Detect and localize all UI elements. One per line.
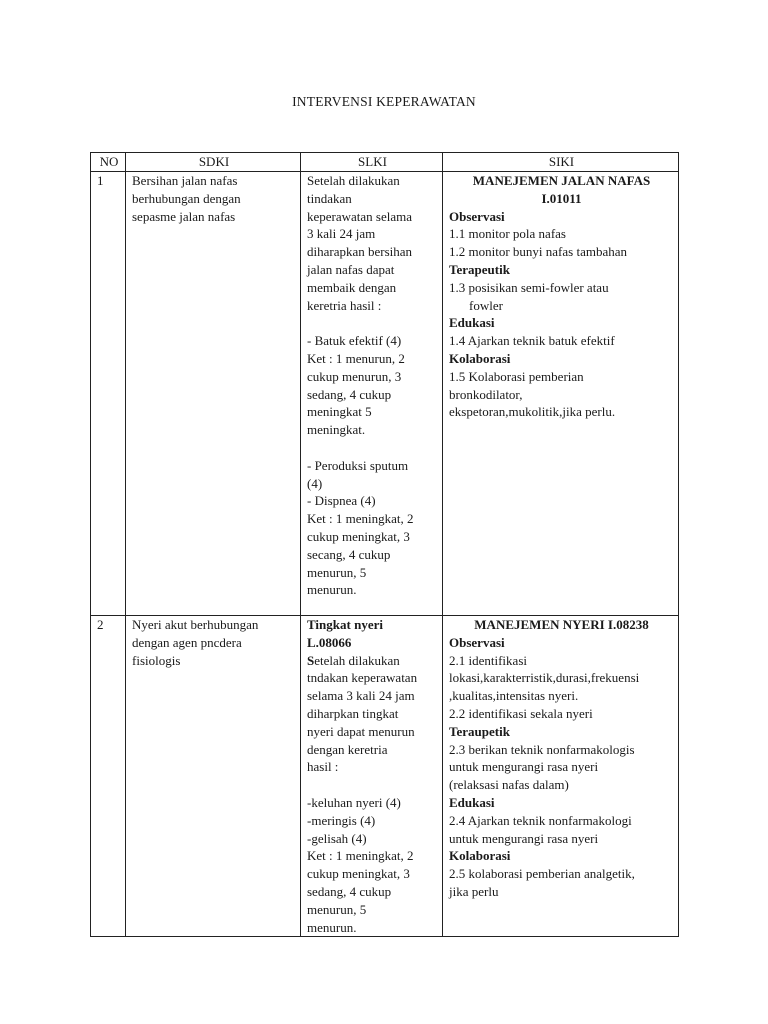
page-title: INTERVENSI KEPERAWATAN	[292, 94, 476, 109]
sdki-line: dengan agen pncdera	[132, 634, 242, 650]
slki-line: hasil :	[307, 759, 339, 775]
siki-heading-code: I.01011	[541, 190, 582, 206]
table-header-row	[91, 153, 679, 172]
siki-heading: MANEJEMEN NYERI I.08238	[474, 617, 649, 632]
slki-initial: S	[307, 652, 315, 668]
slki-line: cukup meningkat, 3	[307, 528, 410, 544]
slki-line: dengan keretria	[307, 741, 388, 757]
table-row	[91, 172, 679, 616]
slki-line: Ket : 1 meningkat, 2	[307, 511, 414, 527]
slki-line: nyeri dapat menurun	[307, 723, 415, 739]
siki-item: jika perlu	[449, 883, 499, 899]
slki-line: 3 kali 24 jam	[307, 226, 376, 242]
sdki-line: Bersihan jalan nafas	[132, 173, 238, 188]
slki-cell	[301, 172, 443, 616]
slki-line: - Peroduksi sputum	[307, 457, 409, 473]
siki-item: 2.4 Ajarkan teknik nonfarmakologi	[449, 812, 632, 828]
siki-section-observasi: Observasi	[449, 208, 505, 224]
siki-heading: MANEJEMEN JALAN NAFAS	[472, 173, 651, 188]
slki-line: meningkat.	[307, 422, 366, 438]
slki-cell	[301, 616, 443, 937]
siki-section-kolaborasi: Kolaborasi	[449, 350, 511, 366]
slki-line: membaik dengan	[307, 279, 397, 295]
slki-line: keperawatan selama	[307, 208, 413, 224]
siki-item: 2.2 identifikasi sekala nyeri	[449, 705, 593, 721]
slki-line: menurun.	[307, 582, 357, 598]
slki-line: diharpkan tingkat	[307, 705, 399, 721]
siki-section-terapeutik: Teraupetik	[449, 723, 510, 739]
header-slki: SLKI	[301, 153, 443, 172]
intervention-table	[90, 152, 679, 937]
header-siki: SIKI	[443, 153, 679, 172]
siki-item: 1.1 monitor pola nafas	[449, 226, 566, 242]
siki-section-edukasi: Edukasi	[449, 794, 495, 810]
slki-line: selama 3 kali 24 jam	[307, 688, 415, 704]
siki-item: 1.4 Ajarkan teknik batuk efektif	[449, 333, 615, 349]
slki-line: menurun, 5	[307, 564, 367, 580]
slki-heading: Tingkat nyeri	[307, 617, 383, 632]
slki-line: secang, 4 cukup	[307, 546, 391, 562]
siki-item: 1.5 Kolaborasi pemberian	[449, 368, 584, 384]
slki-line: diharapkan bersihan	[307, 244, 413, 260]
slki-line: Setelah dilakukan	[307, 173, 400, 188]
sdki-cell	[126, 616, 301, 937]
row-number: 1	[91, 172, 126, 616]
siki-item: fowler	[469, 297, 503, 313]
slki-line: keretria hasil :	[307, 297, 382, 313]
slki-line: meningkat 5	[307, 404, 372, 420]
siki-item: 1.3 posisikan semi-fowler atau	[449, 279, 609, 295]
slki-line: Ket : 1 meningkat, 2	[307, 848, 414, 864]
slki-line: - Batuk efektif (4)	[307, 333, 402, 349]
slki-spacer	[307, 776, 438, 794]
slki-line: -keluhan nyeri (4)	[307, 794, 401, 810]
siki-item: (relaksasi nafas dalam)	[449, 777, 569, 793]
siki-section-kolaborasi: Kolaborasi	[449, 848, 511, 864]
slki-line: menurun, 5	[307, 901, 367, 917]
siki-item: 2.5 kolaborasi pemberian analgetik,	[449, 866, 635, 882]
slki-line: (4)	[307, 475, 323, 491]
sdki-cell	[126, 172, 301, 616]
siki-section-edukasi: Edukasi	[449, 315, 495, 331]
slki-text: etelah dilakukan	[314, 652, 400, 668]
slki-line: jalan nafas dapat	[307, 261, 395, 277]
siki-item: ,kualitas,intensitas nyeri.	[449, 688, 579, 704]
slki-line: - Dispnea (4)	[307, 493, 376, 509]
slki-line: -gelisah (4)	[307, 830, 367, 846]
slki-heading-code: L.08066	[307, 634, 352, 650]
slki-line: tndakan keperawatan	[307, 670, 418, 686]
siki-cell	[443, 616, 679, 937]
slki-line: Ket : 1 menurun, 2	[307, 350, 405, 366]
siki-section-terapeutik: Terapeutik	[449, 261, 510, 277]
sdki-line: fisiologis	[132, 652, 181, 668]
slki-line: cukup menurun, 3	[307, 368, 402, 384]
header-no: NO	[91, 153, 126, 172]
siki-item: untuk mengurangi rasa nyeri	[449, 830, 599, 846]
table-row	[91, 616, 679, 937]
header-sdki: SDKI	[126, 153, 301, 172]
siki-cell	[443, 172, 679, 616]
siki-item: bronkodilator,	[449, 386, 523, 402]
slki-spacer	[307, 314, 438, 332]
siki-item: ekspetoran,mukolitik,jika perlu.	[449, 404, 616, 420]
row-number: 2	[91, 616, 126, 937]
slki-line: sedang, 4 cukup	[307, 883, 392, 899]
slki-line: tindakan	[307, 190, 352, 206]
sdki-line: sepasme jalan nafas	[132, 208, 236, 224]
siki-item: 1.2 monitor bunyi nafas tambahan	[449, 244, 627, 260]
slki-spacer	[307, 439, 438, 457]
siki-item: 2.3 berikan teknik nonfarmakologis	[449, 741, 635, 757]
siki-item: lokasi,karakterristik,durasi,frekuensi	[449, 670, 640, 686]
sdki-line: berhubungan dengan	[132, 190, 241, 206]
siki-item: untuk mengurangi rasa nyeri	[449, 759, 599, 775]
slki-line: menurun.	[307, 919, 357, 935]
slki-line: cukup meningkat, 3	[307, 866, 410, 882]
sdki-line: Nyeri akut berhubungan	[132, 617, 259, 632]
slki-line	[307, 652, 438, 670]
siki-item: 2.1 identifikasi	[449, 652, 527, 668]
siki-section-observasi: Observasi	[449, 634, 505, 650]
slki-line: -meringis (4)	[307, 812, 376, 828]
slki-line: sedang, 4 cukup	[307, 386, 392, 402]
